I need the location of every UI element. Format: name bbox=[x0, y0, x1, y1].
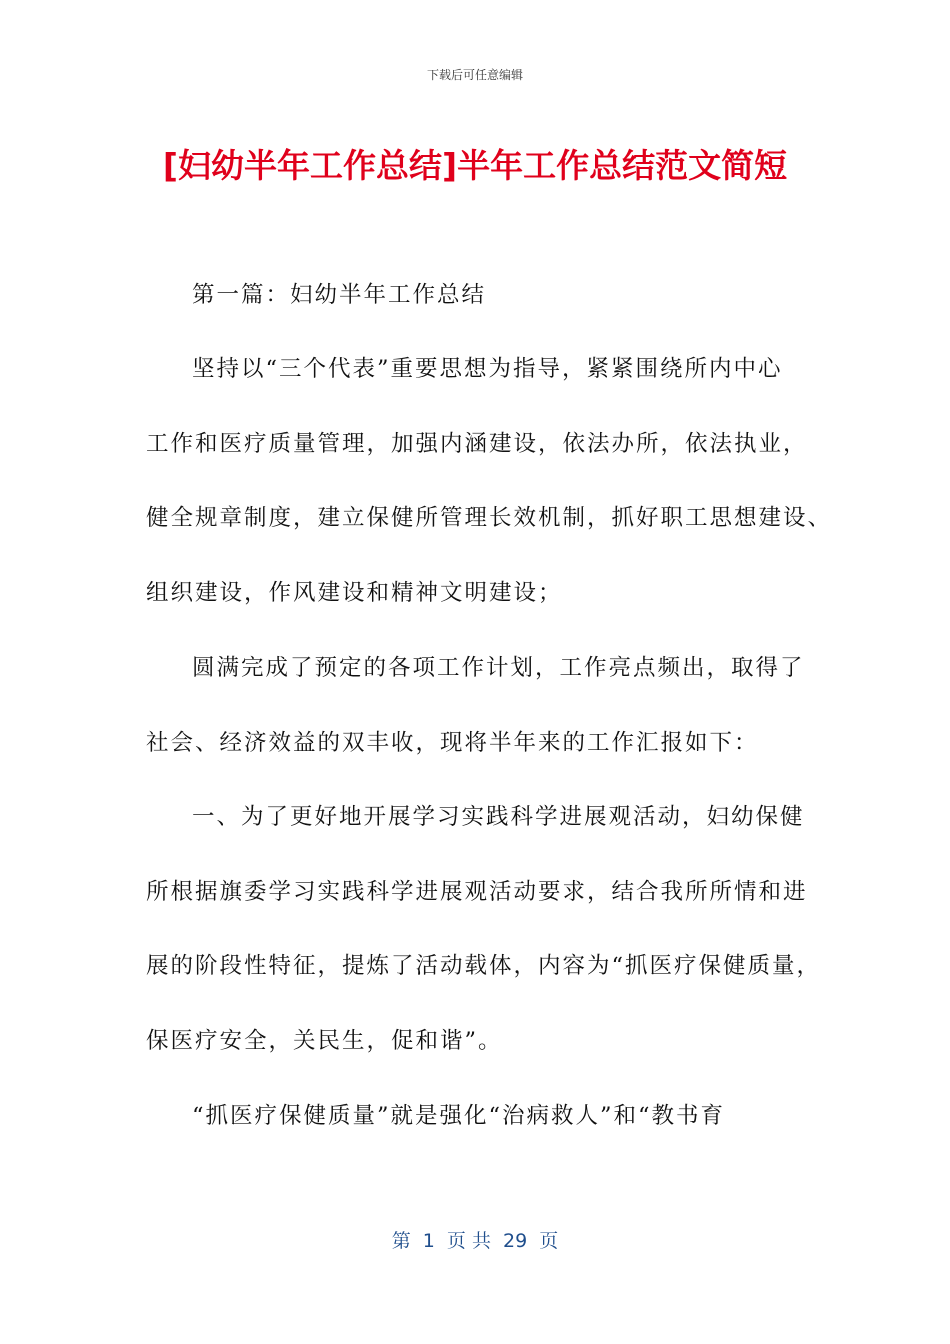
body-line: “抓医疗保健质量”就是强化“治病救人”和“教书育 bbox=[192, 1103, 726, 1129]
body-line: 所根据旗委学习实践科学进展观活动要求，结合我所所情和进 bbox=[146, 879, 808, 905]
body-line: 第一篇：妇幼半年工作总结 bbox=[192, 282, 487, 308]
body-line: 一、为了更好地开展学习实践科学进展观活动，妇幼保健 bbox=[192, 804, 805, 830]
body-line: 社会、经济效益的双丰收，现将半年来的工作汇报如下： bbox=[146, 730, 759, 756]
body-line: 保医疗安全，关民生，促和谐”。 bbox=[146, 1028, 503, 1054]
body-line: 展的阶段性特征，提炼了活动载体，内容为“抓医疗保健质量， bbox=[146, 953, 822, 979]
body-line: 组织建设，作风建设和精神文明建设； bbox=[146, 580, 563, 606]
body-line: 坚持以“三个代表”重要思想为指导，紧紧围绕所内中心 bbox=[192, 356, 783, 382]
body-line: 圆满完成了预定的各项工作计划，工作亮点频出，取得了 bbox=[192, 655, 805, 681]
document-title: [妇幼半年工作总结]半年工作总结范文简短 bbox=[162, 146, 788, 185]
body-line: 工作和医疗质量管理，加强内涵建设，依法办所，依法执业， bbox=[146, 431, 808, 457]
body-line: 健全规章制度，建立保健所管理长效机制，抓好职工思想建设、 bbox=[146, 505, 833, 531]
page-footer: 第 1 页 共 29 页 bbox=[391, 1230, 559, 1252]
header-note: 下载后可任意编辑 bbox=[426, 68, 523, 82]
